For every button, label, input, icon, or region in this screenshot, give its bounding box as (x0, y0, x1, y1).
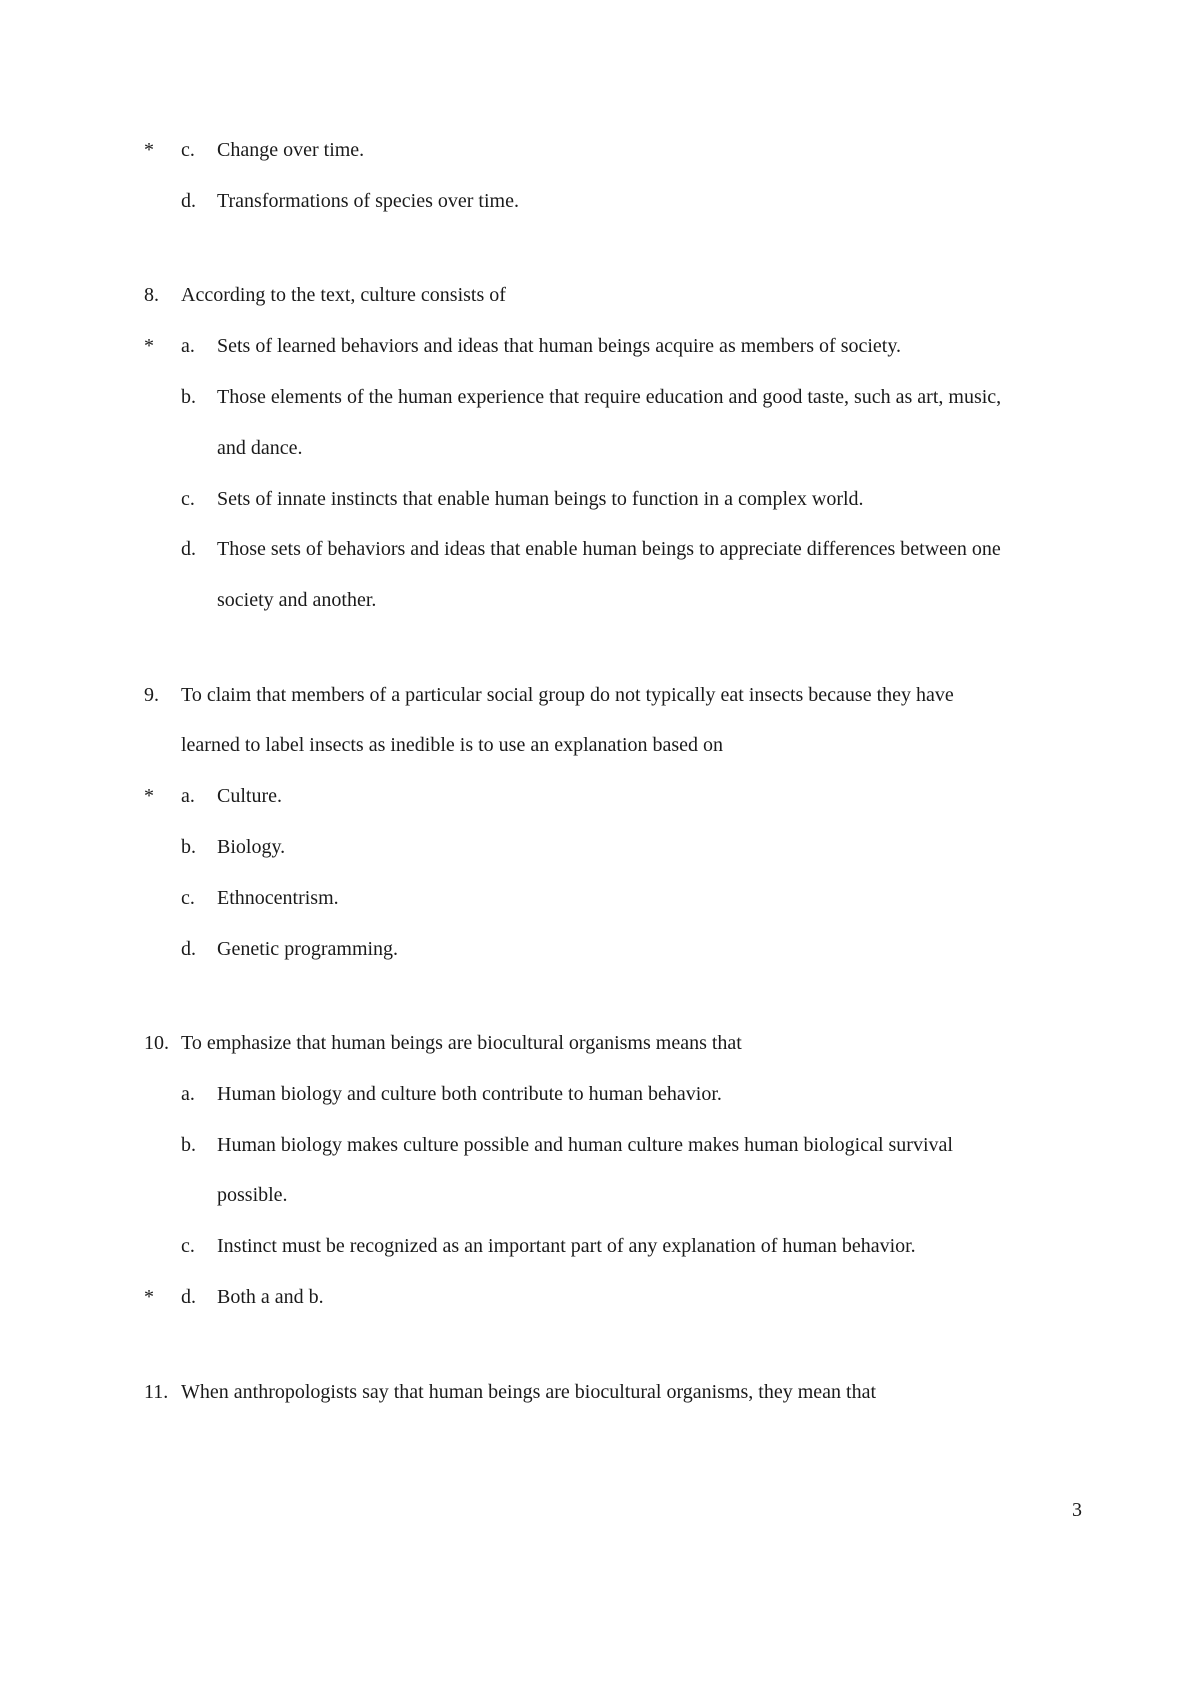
answer-text: Culture. (217, 785, 282, 807)
question-line (0, 1377, 1191, 1407)
question-text: When anthropologists say that human beings are biocultural organisms, they mean that (181, 1381, 877, 1403)
answer-text: Those elements of the human experience that require education and good taste, such as art, music, (217, 386, 1002, 408)
answer-text: Genetic programming. (217, 938, 399, 960)
question-text: learned to label insects as inedible is to use an explanation based on (181, 734, 724, 756)
answer-text: possible. (217, 1184, 288, 1206)
answer-text: society and another. (217, 589, 377, 611)
answer-text: Both a and b. (217, 1286, 324, 1308)
answer-text: Ethnocentrism. (217, 887, 339, 909)
answer-letter: d. (181, 1286, 196, 1308)
answer-line (0, 781, 1191, 811)
answer-line (0, 135, 1191, 165)
answer-letter: c. (181, 139, 195, 161)
answer-letter: d. (181, 938, 196, 960)
answer-text: Sets of learned behaviors and ideas that human beings acquire as members of society. (217, 335, 902, 357)
answer-text: Instinct must be recognized as an important part of any explanation of human behavior. (217, 1235, 916, 1257)
answer-line (0, 484, 1191, 514)
answer-line (0, 934, 1191, 964)
answer-line (0, 1079, 1191, 1109)
answer-line (0, 883, 1191, 913)
answer-line (0, 1231, 1191, 1261)
answer-line (0, 1282, 1191, 1312)
page-number: 3 (1072, 1499, 1082, 1521)
answer-line (0, 585, 1191, 615)
answer-text: Those sets of behaviors and ideas that enable human beings to appreciate differences between one (217, 538, 1001, 560)
answer-letter: a. (181, 1083, 195, 1105)
correct-answer-marker: * (144, 1286, 154, 1308)
answer-letter: d. (181, 190, 196, 212)
answer-line (0, 433, 1191, 463)
answer-line (0, 382, 1191, 412)
correct-answer-marker: * (144, 139, 154, 161)
answer-line (0, 1180, 1191, 1210)
question-text: To claim that members of a particular social group do not typically eat insects because they have (181, 684, 954, 706)
answer-text: Human biology makes culture possible and human culture makes human biological survival (217, 1134, 953, 1156)
answer-letter: b. (181, 386, 196, 408)
answer-letter: a. (181, 785, 195, 807)
answer-line (0, 331, 1191, 361)
answer-letter: c. (181, 488, 195, 510)
answer-line (0, 832, 1191, 862)
question-line (0, 280, 1191, 310)
answer-text: Human biology and culture both contribute to human behavior. (217, 1083, 722, 1105)
answer-letter: a. (181, 335, 195, 357)
answer-text: and dance. (217, 437, 303, 459)
question-number: 8. (144, 284, 159, 306)
question-number: 9. (144, 684, 159, 706)
answer-line (0, 186, 1191, 216)
answer-line (0, 534, 1191, 564)
answer-letter: c. (181, 887, 195, 909)
correct-answer-marker: * (144, 335, 154, 357)
question-line (0, 1028, 1191, 1058)
question-number: 11. (144, 1381, 169, 1403)
answer-letter: c. (181, 1235, 195, 1257)
question-text: To emphasize that human beings are biocultural organisms means that (181, 1032, 742, 1054)
answer-letter: b. (181, 836, 196, 858)
question-text: According to the text, culture consists of (181, 284, 506, 306)
answer-line (0, 1130, 1191, 1160)
answer-text: Transformations of species over time. (217, 190, 519, 212)
question-line (0, 680, 1191, 710)
answer-text: Change over time. (217, 139, 365, 161)
answer-text: Biology. (217, 836, 286, 858)
correct-answer-marker: * (144, 785, 154, 807)
answer-text: Sets of innate instincts that enable human beings to function in a complex world. (217, 488, 864, 510)
answer-letter: d. (181, 538, 196, 560)
question-line (0, 730, 1191, 760)
question-number: 10. (144, 1032, 169, 1054)
answer-letter: b. (181, 1134, 196, 1156)
